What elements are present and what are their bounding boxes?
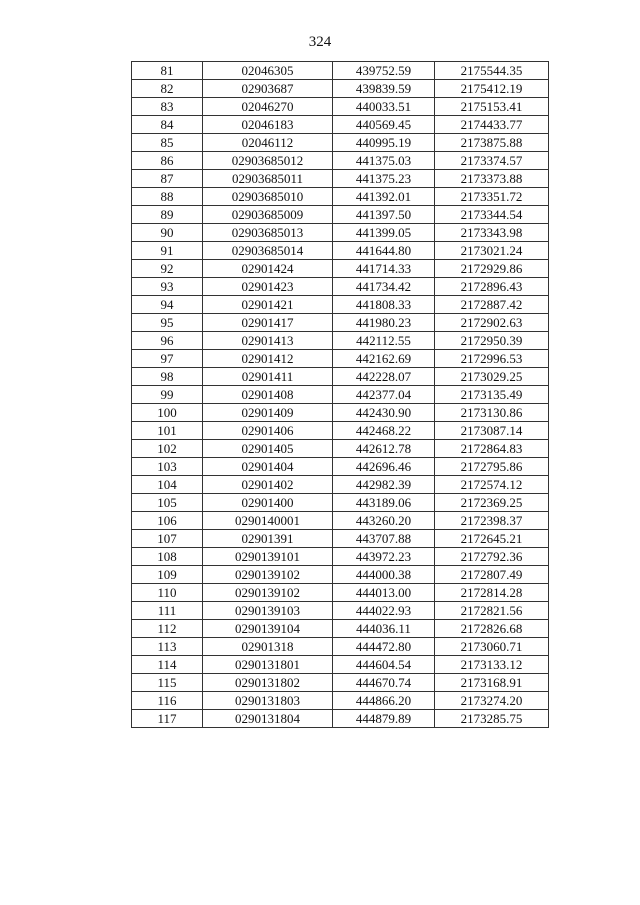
x-coordinate-cell: 442162.69 bbox=[333, 350, 435, 368]
point-number-cell: 87 bbox=[132, 170, 203, 188]
point-id-cell: 0290131803 bbox=[203, 692, 333, 710]
y-coordinate-cell: 2173343.98 bbox=[435, 224, 549, 242]
x-coordinate-cell: 443972.23 bbox=[333, 548, 435, 566]
y-coordinate-cell: 2172826.68 bbox=[435, 620, 549, 638]
x-coordinate-cell: 444036.11 bbox=[333, 620, 435, 638]
point-id-cell: 02901424 bbox=[203, 260, 333, 278]
point-id-cell: 02903685013 bbox=[203, 224, 333, 242]
y-coordinate-cell: 2172821.56 bbox=[435, 602, 549, 620]
x-coordinate-cell: 442612.78 bbox=[333, 440, 435, 458]
point-id-cell: 02901318 bbox=[203, 638, 333, 656]
x-coordinate-cell: 441375.03 bbox=[333, 152, 435, 170]
point-id-cell: 02903685010 bbox=[203, 188, 333, 206]
point-id-cell: 02903685011 bbox=[203, 170, 333, 188]
x-coordinate-cell: 444604.54 bbox=[333, 656, 435, 674]
y-coordinate-cell: 2172896.43 bbox=[435, 278, 549, 296]
point-id-cell: 02901409 bbox=[203, 404, 333, 422]
point-number-cell: 115 bbox=[132, 674, 203, 692]
point-number-cell: 105 bbox=[132, 494, 203, 512]
table-row bbox=[132, 314, 549, 332]
point-number-cell: 84 bbox=[132, 116, 203, 134]
x-coordinate-cell: 440033.51 bbox=[333, 98, 435, 116]
point-number-cell: 81 bbox=[132, 62, 203, 80]
point-number-cell: 91 bbox=[132, 242, 203, 260]
point-number-cell: 114 bbox=[132, 656, 203, 674]
y-coordinate-cell: 2172902.63 bbox=[435, 314, 549, 332]
x-coordinate-cell: 442468.22 bbox=[333, 422, 435, 440]
y-coordinate-cell: 2173344.54 bbox=[435, 206, 549, 224]
point-number-cell: 93 bbox=[132, 278, 203, 296]
point-id-cell: 02903685009 bbox=[203, 206, 333, 224]
point-id-cell: 02901417 bbox=[203, 314, 333, 332]
table-row bbox=[132, 80, 549, 98]
x-coordinate-cell: 444866.20 bbox=[333, 692, 435, 710]
x-coordinate-cell: 441734.42 bbox=[333, 278, 435, 296]
y-coordinate-cell: 2172929.86 bbox=[435, 260, 549, 278]
table-row bbox=[132, 620, 549, 638]
y-coordinate-cell: 2173087.14 bbox=[435, 422, 549, 440]
table-row bbox=[132, 584, 549, 602]
point-id-cell: 02901406 bbox=[203, 422, 333, 440]
table-row bbox=[132, 134, 549, 152]
y-coordinate-cell: 2172574.12 bbox=[435, 476, 549, 494]
point-id-cell: 0290139104 bbox=[203, 620, 333, 638]
table-row bbox=[132, 170, 549, 188]
point-number-cell: 86 bbox=[132, 152, 203, 170]
table-row bbox=[132, 296, 549, 314]
x-coordinate-cell: 442430.90 bbox=[333, 404, 435, 422]
y-coordinate-cell: 2172645.21 bbox=[435, 530, 549, 548]
point-id-cell: 02901408 bbox=[203, 386, 333, 404]
point-id-cell: 02046183 bbox=[203, 116, 333, 134]
table-row bbox=[132, 206, 549, 224]
y-coordinate-cell: 2173351.72 bbox=[435, 188, 549, 206]
x-coordinate-cell: 441714.33 bbox=[333, 260, 435, 278]
y-coordinate-cell: 2173373.88 bbox=[435, 170, 549, 188]
y-coordinate-cell: 2172814.28 bbox=[435, 584, 549, 602]
point-number-cell: 103 bbox=[132, 458, 203, 476]
x-coordinate-cell: 442228.07 bbox=[333, 368, 435, 386]
point-number-cell: 98 bbox=[132, 368, 203, 386]
table-row bbox=[132, 152, 549, 170]
table-row bbox=[132, 692, 549, 710]
x-coordinate-cell: 443260.20 bbox=[333, 512, 435, 530]
point-number-cell: 117 bbox=[132, 710, 203, 728]
table-row bbox=[132, 386, 549, 404]
point-number-cell: 102 bbox=[132, 440, 203, 458]
point-id-cell: 02901402 bbox=[203, 476, 333, 494]
y-coordinate-cell: 2172996.53 bbox=[435, 350, 549, 368]
x-coordinate-cell: 441399.05 bbox=[333, 224, 435, 242]
y-coordinate-cell: 2173130.86 bbox=[435, 404, 549, 422]
point-id-cell: 0290131802 bbox=[203, 674, 333, 692]
table-row bbox=[132, 512, 549, 530]
point-number-cell: 101 bbox=[132, 422, 203, 440]
point-id-cell: 02901391 bbox=[203, 530, 333, 548]
x-coordinate-cell: 441375.23 bbox=[333, 170, 435, 188]
table-row bbox=[132, 674, 549, 692]
x-coordinate-cell: 442982.39 bbox=[333, 476, 435, 494]
point-number-cell: 95 bbox=[132, 314, 203, 332]
point-number-cell: 99 bbox=[132, 386, 203, 404]
page-number: 324 bbox=[308, 34, 332, 50]
x-coordinate-cell: 439839.59 bbox=[333, 80, 435, 98]
table-row bbox=[132, 404, 549, 422]
table-row bbox=[132, 278, 549, 296]
y-coordinate-cell: 2173135.49 bbox=[435, 386, 549, 404]
point-id-cell: 02903687 bbox=[203, 80, 333, 98]
x-coordinate-cell: 442377.04 bbox=[333, 386, 435, 404]
table-row bbox=[132, 566, 549, 584]
point-id-cell: 02901404 bbox=[203, 458, 333, 476]
point-id-cell: 0290131801 bbox=[203, 656, 333, 674]
point-number-cell: 90 bbox=[132, 224, 203, 242]
point-number-cell: 94 bbox=[132, 296, 203, 314]
y-coordinate-cell: 2173060.71 bbox=[435, 638, 549, 656]
table-row bbox=[132, 260, 549, 278]
point-number-cell: 113 bbox=[132, 638, 203, 656]
point-number-cell: 97 bbox=[132, 350, 203, 368]
x-coordinate-cell: 444013.00 bbox=[333, 584, 435, 602]
table-row bbox=[132, 422, 549, 440]
y-coordinate-cell: 2172950.39 bbox=[435, 332, 549, 350]
table-row bbox=[132, 440, 549, 458]
coordinates-table bbox=[131, 61, 549, 728]
point-number-cell: 110 bbox=[132, 584, 203, 602]
point-number-cell: 89 bbox=[132, 206, 203, 224]
coordinates-table-body bbox=[132, 62, 549, 728]
y-coordinate-cell: 2173285.75 bbox=[435, 710, 549, 728]
y-coordinate-cell: 2172398.37 bbox=[435, 512, 549, 530]
table-row bbox=[132, 458, 549, 476]
x-coordinate-cell: 442696.46 bbox=[333, 458, 435, 476]
point-number-cell: 111 bbox=[132, 602, 203, 620]
point-id-cell: 02046305 bbox=[203, 62, 333, 80]
x-coordinate-cell: 444022.93 bbox=[333, 602, 435, 620]
point-number-cell: 96 bbox=[132, 332, 203, 350]
point-id-cell: 02903685014 bbox=[203, 242, 333, 260]
y-coordinate-cell: 2173168.91 bbox=[435, 674, 549, 692]
point-id-cell: 0290131804 bbox=[203, 710, 333, 728]
table-row bbox=[132, 476, 549, 494]
point-id-cell: 02901412 bbox=[203, 350, 333, 368]
point-id-cell: 0290139103 bbox=[203, 602, 333, 620]
table-row bbox=[132, 350, 549, 368]
y-coordinate-cell: 2173021.24 bbox=[435, 242, 549, 260]
point-number-cell: 106 bbox=[132, 512, 203, 530]
point-number-cell: 100 bbox=[132, 404, 203, 422]
x-coordinate-cell: 441808.33 bbox=[333, 296, 435, 314]
y-coordinate-cell: 2175153.41 bbox=[435, 98, 549, 116]
point-id-cell: 0290140001 bbox=[203, 512, 333, 530]
table-row bbox=[132, 656, 549, 674]
point-id-cell: 02901421 bbox=[203, 296, 333, 314]
x-coordinate-cell: 443707.88 bbox=[333, 530, 435, 548]
point-id-cell: 0290139102 bbox=[203, 566, 333, 584]
y-coordinate-cell: 2173029.25 bbox=[435, 368, 549, 386]
y-coordinate-cell: 2172369.25 bbox=[435, 494, 549, 512]
point-number-cell: 104 bbox=[132, 476, 203, 494]
x-coordinate-cell: 444000.38 bbox=[333, 566, 435, 584]
point-id-cell: 02046270 bbox=[203, 98, 333, 116]
y-coordinate-cell: 2172792.36 bbox=[435, 548, 549, 566]
point-number-cell: 85 bbox=[132, 134, 203, 152]
point-number-cell: 107 bbox=[132, 530, 203, 548]
table-row bbox=[132, 224, 549, 242]
table-row bbox=[132, 188, 549, 206]
x-coordinate-cell: 442112.55 bbox=[333, 332, 435, 350]
point-id-cell: 02903685012 bbox=[203, 152, 333, 170]
y-coordinate-cell: 2172864.83 bbox=[435, 440, 549, 458]
point-number-cell: 92 bbox=[132, 260, 203, 278]
y-coordinate-cell: 2173374.57 bbox=[435, 152, 549, 170]
point-number-cell: 82 bbox=[132, 80, 203, 98]
x-coordinate-cell: 441980.23 bbox=[333, 314, 435, 332]
y-coordinate-cell: 2175544.35 bbox=[435, 62, 549, 80]
point-number-cell: 108 bbox=[132, 548, 203, 566]
y-coordinate-cell: 2174433.77 bbox=[435, 116, 549, 134]
table-row bbox=[132, 602, 549, 620]
point-id-cell: 02901405 bbox=[203, 440, 333, 458]
point-id-cell: 02901411 bbox=[203, 368, 333, 386]
y-coordinate-cell: 2172807.49 bbox=[435, 566, 549, 584]
point-id-cell: 02046112 bbox=[203, 134, 333, 152]
table-row bbox=[132, 494, 549, 512]
y-coordinate-cell: 2173875.88 bbox=[435, 134, 549, 152]
table-row bbox=[132, 368, 549, 386]
point-number-cell: 88 bbox=[132, 188, 203, 206]
x-coordinate-cell: 443189.06 bbox=[333, 494, 435, 512]
point-id-cell: 0290139102 bbox=[203, 584, 333, 602]
x-coordinate-cell: 444879.89 bbox=[333, 710, 435, 728]
x-coordinate-cell: 441392.01 bbox=[333, 188, 435, 206]
y-coordinate-cell: 2172887.42 bbox=[435, 296, 549, 314]
point-id-cell: 02901413 bbox=[203, 332, 333, 350]
point-id-cell: 0290139101 bbox=[203, 548, 333, 566]
table-row bbox=[132, 62, 549, 80]
y-coordinate-cell: 2172795.86 bbox=[435, 458, 549, 476]
point-number-cell: 109 bbox=[132, 566, 203, 584]
y-coordinate-cell: 2173133.12 bbox=[435, 656, 549, 674]
table-row bbox=[132, 710, 549, 728]
y-coordinate-cell: 2173274.20 bbox=[435, 692, 549, 710]
point-number-cell: 112 bbox=[132, 620, 203, 638]
table-row bbox=[132, 530, 549, 548]
table-row bbox=[132, 548, 549, 566]
point-number-cell: 116 bbox=[132, 692, 203, 710]
point-id-cell: 02901423 bbox=[203, 278, 333, 296]
x-coordinate-cell: 444472.80 bbox=[333, 638, 435, 656]
y-coordinate-cell: 2175412.19 bbox=[435, 80, 549, 98]
x-coordinate-cell: 441644.80 bbox=[333, 242, 435, 260]
x-coordinate-cell: 444670.74 bbox=[333, 674, 435, 692]
table-row bbox=[132, 98, 549, 116]
point-number-cell: 83 bbox=[132, 98, 203, 116]
point-id-cell: 02901400 bbox=[203, 494, 333, 512]
table-row bbox=[132, 332, 549, 350]
x-coordinate-cell: 440995.19 bbox=[333, 134, 435, 152]
table-row bbox=[132, 242, 549, 260]
x-coordinate-cell: 439752.59 bbox=[333, 62, 435, 80]
x-coordinate-cell: 440569.45 bbox=[333, 116, 435, 134]
x-coordinate-cell: 441397.50 bbox=[333, 206, 435, 224]
table-row bbox=[132, 116, 549, 134]
table-row bbox=[132, 638, 549, 656]
